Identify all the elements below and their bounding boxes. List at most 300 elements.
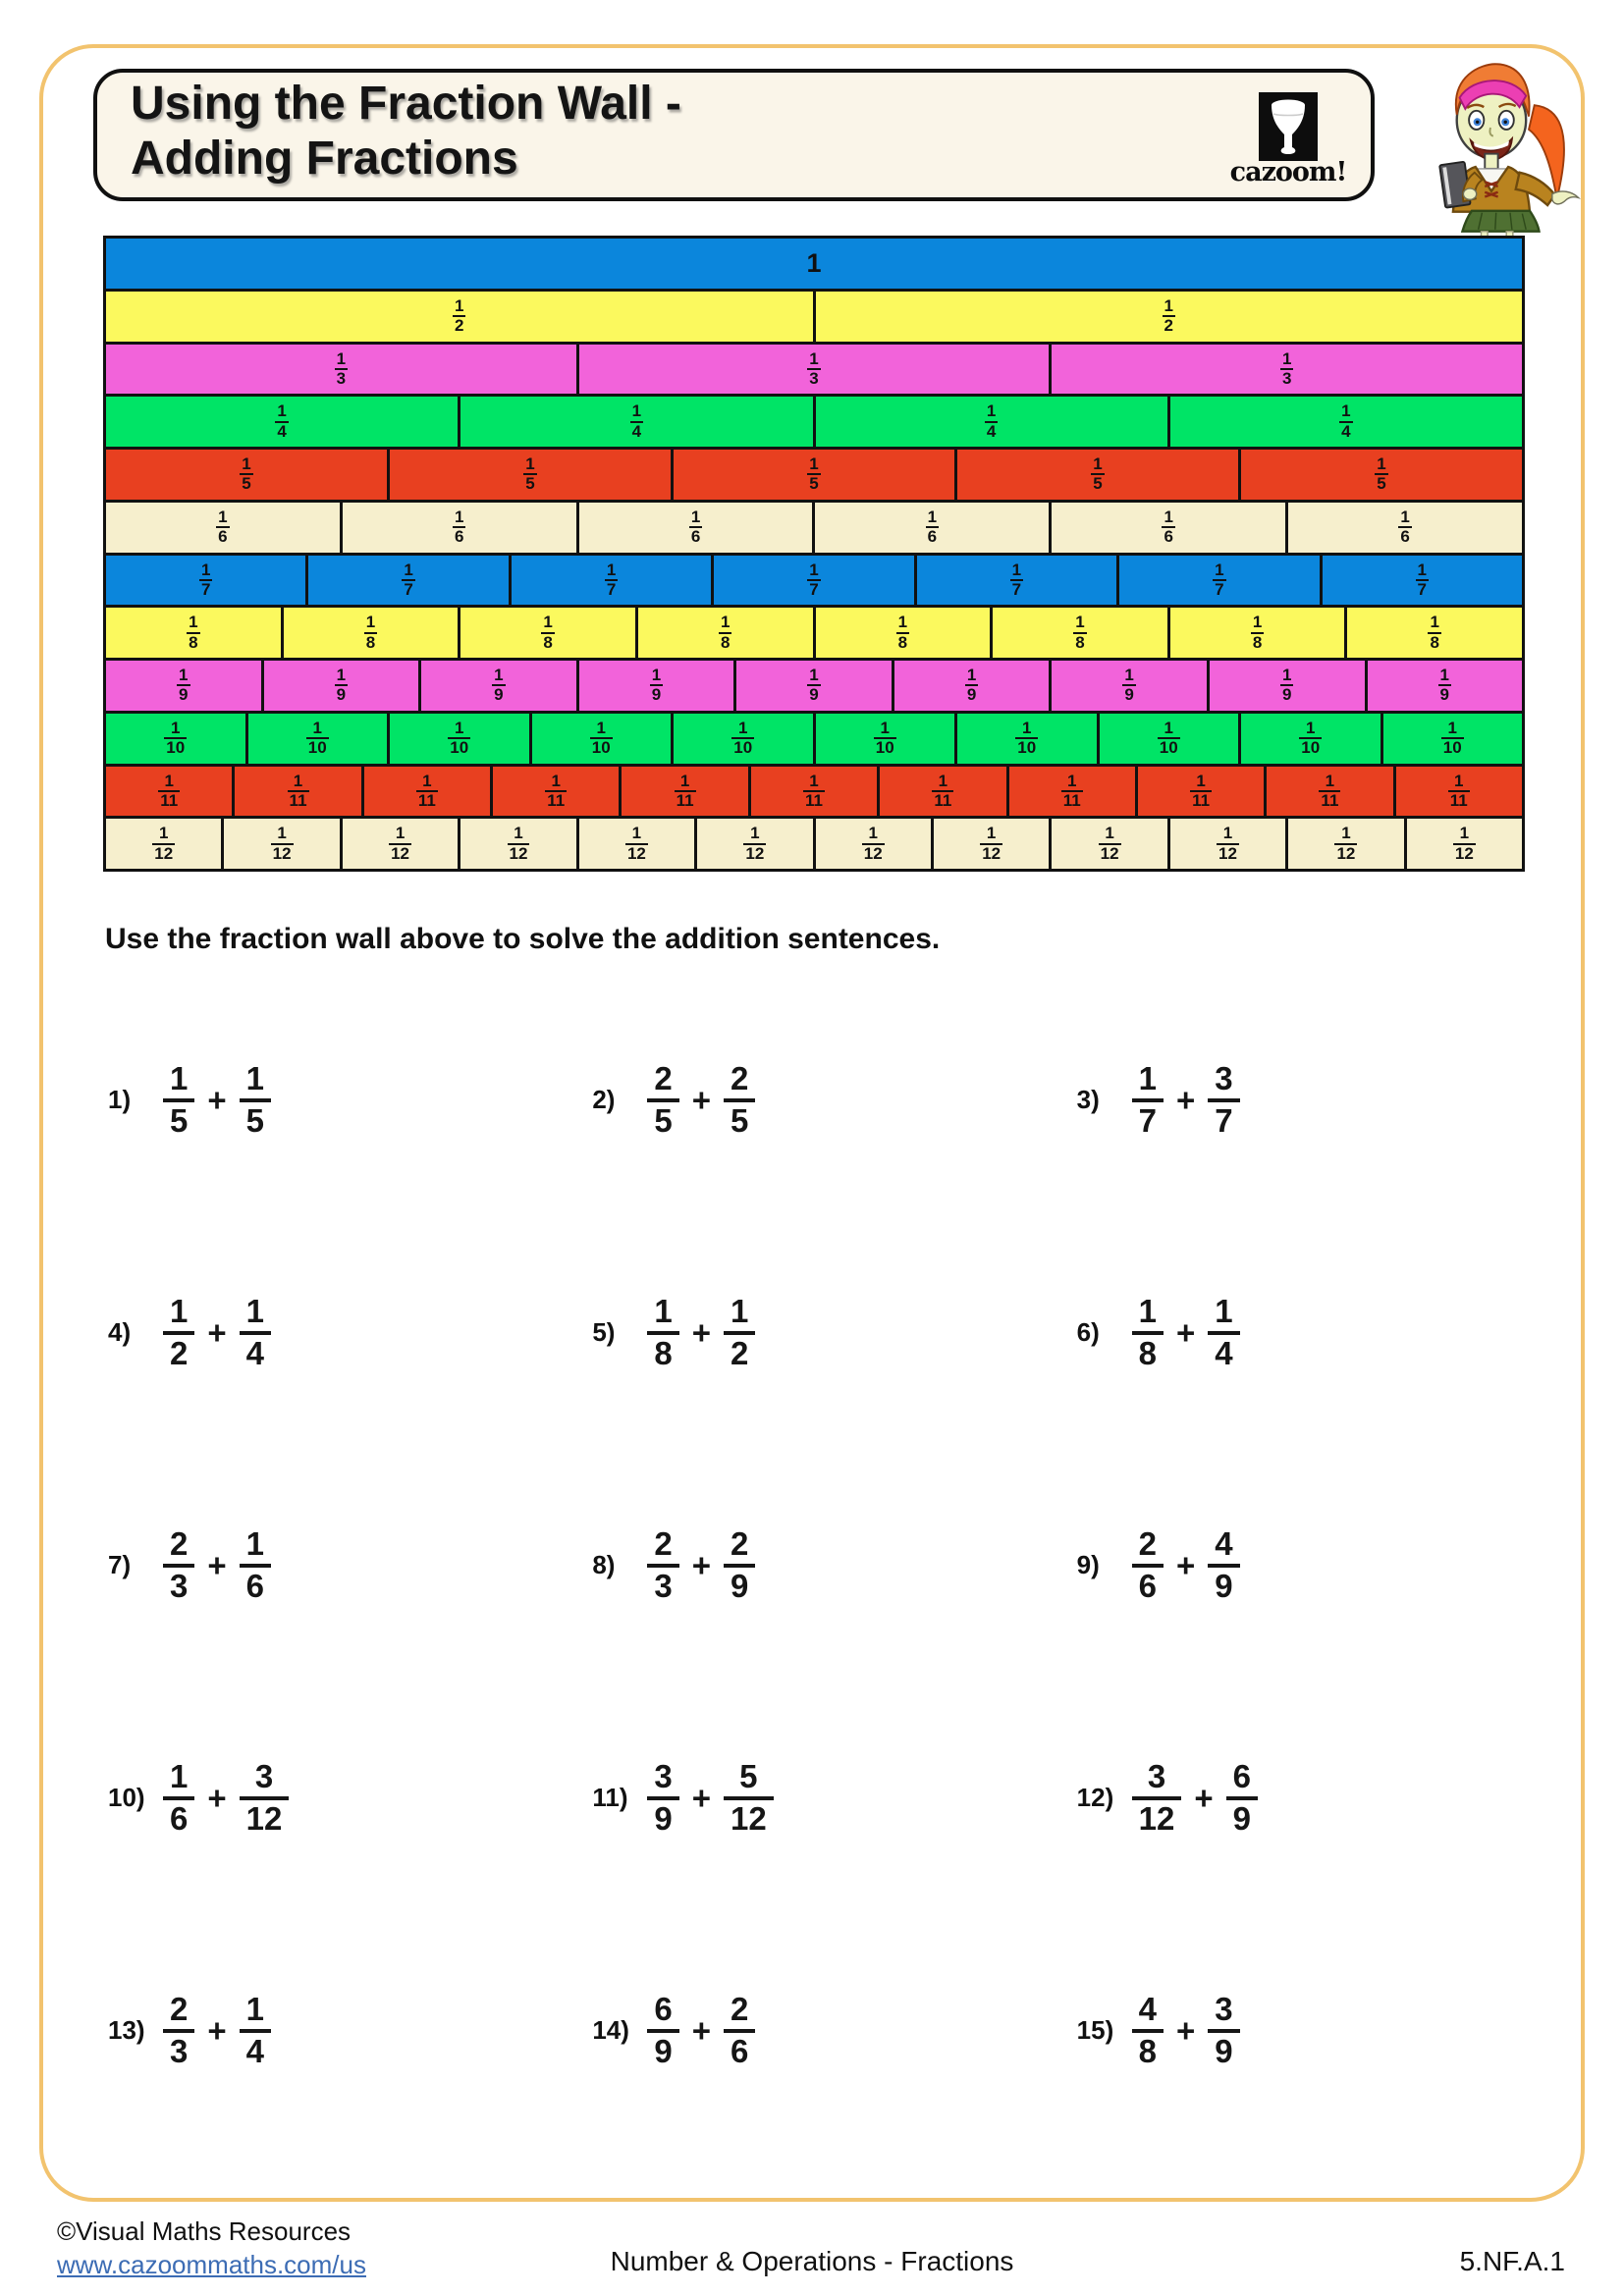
- problem-number: 5): [592, 1317, 616, 1347]
- numerator: 1: [245, 1990, 264, 2027]
- numerator: 1: [455, 718, 464, 737]
- wall-fraction-label: [1299, 720, 1322, 758]
- wall-cell: [812, 503, 1049, 553]
- numerator: 1: [551, 771, 561, 790]
- denominator: 11: [289, 790, 307, 810]
- wall-fraction-label: [1448, 773, 1470, 811]
- wall-cell: [1049, 503, 1285, 553]
- numerator: 1: [312, 718, 322, 737]
- numerator: 1: [171, 718, 181, 737]
- denominator: 3: [163, 1564, 194, 1605]
- denominator: 10: [1159, 738, 1178, 758]
- denominator: 2: [724, 1331, 755, 1372]
- wall-cell: [576, 345, 1050, 395]
- denominator: 11: [934, 790, 952, 810]
- wall-cell: [635, 608, 813, 658]
- wall-cell: [813, 819, 931, 869]
- numerator: 1: [897, 613, 908, 632]
- numerator: 1: [543, 613, 553, 632]
- denominator: 6: [724, 2029, 755, 2070]
- wall-cell: [990, 608, 1167, 658]
- fraction-second: [240, 1759, 290, 1838]
- problem-item: [108, 1294, 592, 1372]
- denominator: 4: [1341, 421, 1351, 441]
- wall-fraction-label: [177, 667, 189, 705]
- numerator: 1: [200, 560, 211, 579]
- wall-cell: [914, 556, 1116, 606]
- numerator: 1: [1281, 666, 1292, 685]
- wall-fraction-label: [1213, 561, 1225, 600]
- wall-cell: [490, 767, 619, 817]
- fraction-second: [724, 1759, 774, 1838]
- wall-cell: [813, 292, 1523, 342]
- wall-cell: [1167, 397, 1522, 447]
- denominator: 8: [1075, 632, 1085, 652]
- wall-cell: [1344, 608, 1522, 658]
- wall-cell: [387, 450, 671, 500]
- numerator: 3: [1215, 1990, 1233, 2027]
- problem-number: 1): [108, 1085, 132, 1114]
- wall-fraction-label: [1158, 720, 1180, 758]
- denominator: 5: [647, 1098, 678, 1140]
- wall-cell: [106, 714, 245, 764]
- fraction-second: [724, 1061, 755, 1140]
- footer-standard-code: 5.NF.A.1: [1459, 2246, 1565, 2276]
- numerator: 1: [679, 771, 690, 790]
- wall-fraction-label: [650, 667, 663, 705]
- denominator: 10: [875, 738, 894, 758]
- problem-number: 14): [592, 2015, 629, 2045]
- denominator: 5: [240, 1098, 271, 1140]
- numerator: 1: [631, 401, 642, 421]
- wall-cell: [1135, 767, 1264, 817]
- denominator: 12: [272, 843, 292, 863]
- wall-cell: [1049, 345, 1522, 395]
- denominator: 9: [1439, 685, 1450, 705]
- problems-row: [108, 1449, 1561, 1682]
- wall-fraction-label: [590, 720, 613, 758]
- numerator: 1: [242, 454, 251, 474]
- wall-fraction-label: [1398, 508, 1411, 547]
- wall-fraction-label: [288, 773, 309, 811]
- problem-number: 9): [1076, 1550, 1100, 1579]
- denominator: 5: [525, 474, 535, 494]
- wall-cell: [106, 397, 458, 447]
- denominator: 7: [1208, 1098, 1239, 1140]
- page-title: [131, 77, 681, 187]
- wall-fraction-label: [1122, 667, 1135, 705]
- wall-fraction-label: [1010, 561, 1023, 600]
- denominator: 11: [1449, 790, 1468, 810]
- denominator: 7: [200, 579, 211, 599]
- wall-fraction-label: [807, 455, 820, 494]
- denominator: 12: [745, 843, 765, 863]
- fraction-first: [1132, 1526, 1164, 1605]
- wall-fraction-label: [448, 720, 470, 758]
- numerator: 1: [631, 824, 642, 843]
- wall-fraction-label: [862, 825, 885, 863]
- denominator: 8: [365, 632, 376, 652]
- problem-number: 15): [1076, 2015, 1114, 2045]
- plus-sign: +: [207, 1546, 227, 1583]
- denominator: 9: [647, 2029, 678, 2070]
- denominator: 11: [1321, 790, 1339, 810]
- wall-fraction-label: [985, 402, 998, 441]
- denominator: 2: [1164, 316, 1173, 336]
- fraction-first: [647, 1992, 678, 2070]
- problem-number: 6): [1076, 1317, 1100, 1347]
- fraction-first: [163, 1061, 194, 1140]
- numerator: 1: [1164, 718, 1173, 737]
- denominator: 6: [163, 1796, 194, 1838]
- wall-row-4: [106, 394, 1522, 447]
- wall-cell: [931, 819, 1049, 869]
- numerator: 1: [245, 1524, 264, 1562]
- problem-item: [1077, 1759, 1561, 1838]
- wall-fraction-label: [807, 667, 820, 705]
- numerator: 1: [170, 1292, 189, 1329]
- wall-fraction-label: [719, 614, 731, 652]
- numerator: 1: [1252, 613, 1263, 632]
- wall-fraction-label: [1163, 297, 1175, 336]
- wall-cell: [458, 397, 812, 447]
- problems-row: [108, 1216, 1561, 1449]
- fraction-second: [724, 1526, 755, 1605]
- wall-cell: [1365, 661, 1523, 711]
- fraction-first: [163, 1759, 194, 1838]
- denominator: 8: [189, 632, 198, 652]
- denominator: 3: [809, 368, 819, 388]
- problem-number: 13): [108, 2015, 145, 2045]
- denominator: 9: [336, 685, 347, 705]
- numerator: 1: [809, 666, 819, 685]
- fraction-first: [647, 1526, 678, 1605]
- wall-fraction-label: [1162, 508, 1174, 547]
- wall-fraction-label: [1339, 402, 1352, 441]
- denominator: 10: [1301, 738, 1321, 758]
- numerator: 1: [277, 824, 287, 843]
- numerator: 1: [986, 401, 997, 421]
- denominator: 12: [1100, 843, 1119, 863]
- numerator: 1: [494, 666, 504, 685]
- numerator: 1: [336, 666, 347, 685]
- wall-fraction-label: [508, 825, 530, 863]
- numerator: 1: [750, 824, 760, 843]
- fraction-second: [1208, 1294, 1239, 1372]
- numerator: 1: [1138, 1292, 1158, 1329]
- numerator: 1: [880, 718, 890, 737]
- wall-fraction-label: [164, 720, 187, 758]
- problem-number: 10): [108, 1783, 145, 1812]
- denominator: 7: [809, 579, 819, 599]
- numerator: 3: [1147, 1757, 1166, 1794]
- denominator: 5: [242, 474, 251, 494]
- denominator: 8: [720, 632, 731, 652]
- numerator: 1: [1022, 718, 1032, 737]
- numerator: 1: [1093, 454, 1103, 474]
- wall-cell: [1320, 556, 1522, 606]
- wall-cell: [671, 714, 813, 764]
- footer-topic: Number & Operations - Fractions: [610, 2246, 1014, 2276]
- numerator: 1: [218, 507, 228, 526]
- wall-cell: [1167, 819, 1285, 869]
- wall-fraction-label: [675, 773, 696, 811]
- denominator: 9: [966, 685, 977, 705]
- wall-fraction-label: [1217, 825, 1239, 863]
- denominator: 11: [547, 790, 566, 810]
- numerator: 1: [1222, 824, 1233, 843]
- numerator: 3: [254, 1757, 274, 1794]
- wall-cell: [261, 661, 419, 711]
- denominator: 12: [1454, 843, 1474, 863]
- wall-row-2: [106, 289, 1522, 342]
- numerator: 6: [1232, 1757, 1252, 1794]
- fraction-second: [1226, 1759, 1258, 1838]
- denominator: 5: [1093, 474, 1103, 494]
- denominator: 6: [240, 1564, 271, 1605]
- fraction-first: [1132, 1759, 1182, 1838]
- plus-sign: +: [691, 1313, 711, 1351]
- denominator: 2: [455, 316, 464, 336]
- wall-cell: [576, 503, 813, 553]
- denominator: 9: [724, 1564, 755, 1605]
- denominator: 10: [450, 738, 469, 758]
- wall-row-10: [106, 711, 1522, 764]
- wall-row-6: [106, 500, 1522, 553]
- wall-fraction-label: [926, 508, 939, 547]
- numerator: 1: [1341, 401, 1351, 421]
- problem-item: [108, 1759, 592, 1838]
- wall-fraction-label: [306, 720, 329, 758]
- denominator: 12: [1132, 1796, 1182, 1838]
- numerator: 1: [1377, 454, 1386, 474]
- numerator: 1: [1459, 824, 1470, 843]
- numerator: 1: [1447, 718, 1457, 737]
- wall-cell: [892, 661, 1050, 711]
- numerator: 1: [1439, 666, 1450, 685]
- fraction-second: [240, 1526, 271, 1605]
- website-link[interactable]: www.cazoommaths.com/us: [57, 2250, 366, 2279]
- numerator: 1: [336, 348, 347, 368]
- wall-fraction-label: [416, 773, 438, 811]
- numerator: 1: [1215, 560, 1224, 579]
- problem-item: [108, 1526, 592, 1605]
- denominator: 8: [897, 632, 908, 652]
- denominator: 4: [986, 421, 997, 441]
- denominator: 7: [1215, 579, 1224, 599]
- wall-cell: [458, 608, 635, 658]
- wall-fraction-label: [743, 825, 766, 863]
- wall-cell: [1380, 714, 1523, 764]
- denominator: 9: [809, 685, 819, 705]
- numerator: 1: [1164, 295, 1173, 315]
- fraction-first: [163, 1992, 194, 2070]
- title-line-2: Adding Fractions: [131, 133, 518, 185]
- wall-fraction-label: [874, 720, 896, 758]
- title-line-1: Using the Fraction Wall -: [131, 78, 681, 130]
- plus-sign: +: [207, 2011, 227, 2049]
- wall-fraction-label: [1061, 773, 1083, 811]
- numerator: 2: [730, 1990, 749, 2027]
- problem-number: 4): [108, 1317, 132, 1347]
- wall-fraction-label: [1280, 667, 1293, 705]
- denominator: 10: [1017, 738, 1037, 758]
- wall-cell: [954, 450, 1238, 500]
- denominator: 9: [1281, 685, 1292, 705]
- wall-fraction-label: [545, 773, 567, 811]
- denominator: 11: [1192, 790, 1211, 810]
- logo-wordmark: cazoom!: [1229, 157, 1347, 187]
- fraction-second: [240, 1992, 271, 2070]
- problem-item: [592, 1759, 1076, 1838]
- numerator: 1: [1105, 824, 1114, 843]
- numerator: 1: [809, 771, 819, 790]
- wall-cell: [529, 714, 672, 764]
- denominator: 12: [240, 1796, 290, 1838]
- wall-cell: [106, 556, 305, 606]
- plus-sign: +: [691, 1081, 711, 1118]
- wall-cell: [1116, 556, 1319, 606]
- footer-left: [57, 2215, 366, 2281]
- denominator: 4: [277, 421, 287, 441]
- denominator: 8: [543, 632, 553, 652]
- wall-cell: [361, 767, 490, 817]
- plus-sign: +: [1176, 1081, 1196, 1118]
- wall-cell: [576, 661, 734, 711]
- wall-cell: [1049, 819, 1166, 869]
- denominator: 9: [1226, 1796, 1258, 1838]
- wall-fraction-label: [1073, 614, 1086, 652]
- numerator: 1: [189, 613, 198, 632]
- denominator: 6: [1132, 1564, 1164, 1605]
- fraction-first: [1132, 1992, 1164, 2070]
- numerator: 1: [277, 401, 287, 421]
- wall-fraction-label: [271, 825, 294, 863]
- wall-fraction-label: [523, 455, 536, 494]
- wall-fraction-label: [240, 455, 252, 494]
- wall-fraction-label: [932, 773, 953, 811]
- numerator: 1: [170, 1059, 189, 1096]
- wall-cell: [1285, 819, 1403, 869]
- numerator: 1: [293, 771, 303, 790]
- denominator: 12: [1336, 843, 1356, 863]
- denominator: 12: [509, 843, 528, 863]
- wall-cell: [305, 556, 508, 606]
- fraction-first: [163, 1294, 194, 1372]
- denominator: 9: [1208, 2029, 1239, 2070]
- plus-sign: +: [1194, 1779, 1214, 1816]
- denominator: 12: [863, 843, 883, 863]
- wall-fraction-label: [1251, 614, 1264, 652]
- fraction-first: [647, 1061, 678, 1140]
- wall-fraction-label: [1438, 667, 1451, 705]
- wall-fraction-label: [803, 773, 825, 811]
- wall-cell: [1006, 767, 1135, 817]
- denominator: 9: [1208, 1564, 1239, 1605]
- numerator: 1: [1430, 613, 1439, 632]
- numerator: 5: [739, 1757, 758, 1794]
- wall-fraction-label: [492, 667, 505, 705]
- denominator: 12: [391, 843, 410, 863]
- denominator: 8: [647, 1331, 678, 1372]
- denominator: 7: [606, 579, 617, 599]
- denominator: 6: [218, 527, 228, 547]
- numerator: 4: [1215, 1524, 1233, 1562]
- wall-row-9: [106, 658, 1522, 711]
- wall-fraction-label: [335, 667, 348, 705]
- problems-row: [108, 1914, 1561, 2147]
- problems-row: [108, 1682, 1561, 1914]
- wall-row-8: [106, 605, 1522, 658]
- fraction-first: [647, 1294, 678, 1372]
- wall-fraction-label: [1091, 455, 1104, 494]
- instruction-text: Use the fraction wall above to solve the addition sentences.: [105, 923, 941, 955]
- numerator: 1: [1164, 507, 1173, 526]
- wall-fraction-label: [402, 561, 414, 600]
- wall-fraction-label: [541, 614, 554, 652]
- wall-row-11: [106, 764, 1522, 817]
- wall-fraction-label: [807, 561, 820, 600]
- cazoom-logo: [1229, 92, 1347, 187]
- denominator: 5: [724, 1098, 755, 1140]
- teacher-character-illustration: [1414, 49, 1606, 236]
- numerator: 2: [170, 1990, 189, 2027]
- wall-fraction-label: [1319, 773, 1340, 811]
- numerator: 1: [245, 1059, 264, 1096]
- plus-sign: +: [207, 1313, 227, 1351]
- wall-cell: [106, 239, 1522, 289]
- copyright-text: ©Visual Maths Resources: [57, 2216, 352, 2246]
- wall-cell: [671, 450, 954, 500]
- wall-fraction-label: [199, 561, 212, 600]
- problem-item: [592, 1526, 1076, 1605]
- fraction-first: [163, 1526, 194, 1605]
- wall-cell: [106, 661, 261, 711]
- wall-cell: [694, 819, 812, 869]
- wall-cell: [1207, 661, 1365, 711]
- wall-fraction-label: [1015, 720, 1038, 758]
- numerator: 1: [245, 1292, 264, 1329]
- wall-fraction-label: [1441, 720, 1464, 758]
- plus-sign: +: [1176, 1546, 1196, 1583]
- problem-number: 11): [592, 1783, 628, 1812]
- numerator: 1: [170, 1757, 189, 1794]
- problem-number: 2): [592, 1085, 616, 1114]
- wall-fraction-label: [980, 825, 1002, 863]
- problems-row: [108, 984, 1561, 1216]
- wall-cell: [813, 397, 1167, 447]
- numerator: 1: [365, 613, 376, 632]
- denominator: 10: [307, 738, 327, 758]
- wall-cell: [813, 714, 955, 764]
- denominator: 3: [163, 2029, 194, 2070]
- wall-cell: [954, 714, 1097, 764]
- drum-icon: [1259, 92, 1318, 161]
- wall-cell: [232, 767, 360, 817]
- numerator: 1: [938, 771, 948, 790]
- fraction-second: [1208, 1526, 1239, 1605]
- numerator: 1: [809, 454, 819, 474]
- problem-item: [1077, 1294, 1561, 1372]
- problem-item: [1077, 1992, 1561, 2070]
- wall-cell: [340, 819, 458, 869]
- numerator: 6: [654, 1990, 673, 2027]
- numerator: 1: [986, 824, 997, 843]
- wall-cell: [1285, 503, 1522, 553]
- denominator: 7: [1011, 579, 1022, 599]
- wall-fraction-label: [807, 350, 820, 389]
- denominator: 7: [404, 579, 413, 599]
